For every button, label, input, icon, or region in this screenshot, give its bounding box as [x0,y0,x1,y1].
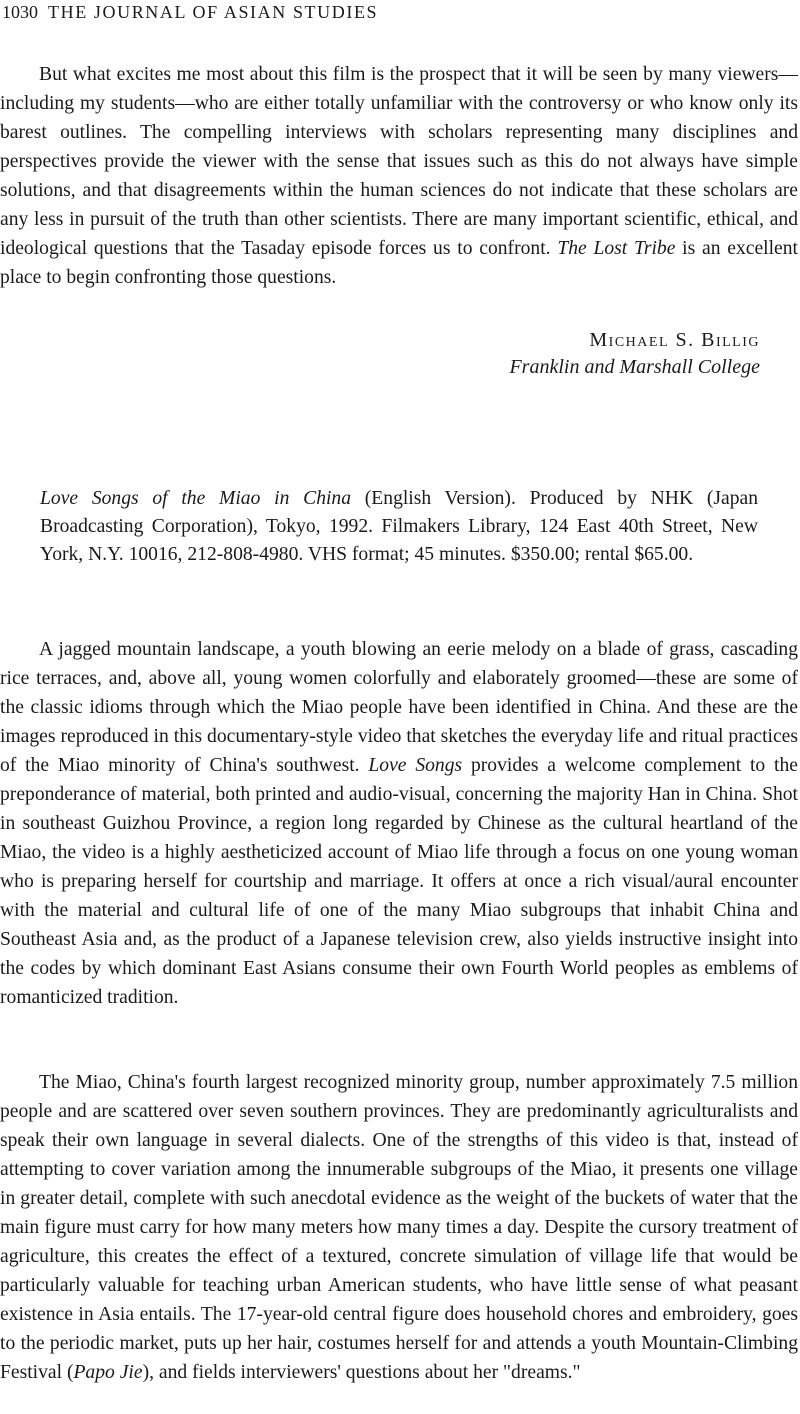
review2-citation [40,485,758,569]
reviewer-affiliation: Franklin and Marshall College [509,356,760,378]
journal-title: THE JOURNAL OF ASIAN STUDIES [48,2,379,22]
review2-paragraph-1 [0,635,798,1012]
review2-p1-italic: Love Songs [368,755,463,776]
review2-p2-part1: The Miao, China's fourth largest recognized minority group, number approximately 7.5 million people and are scattered over seven southern provinces. They are predominantly agriculturalists and speak their own language in several dialects. One of the strengths of this video is that, instead of attempting to cover variation among the innumerable subgroups of the Miao, it presents one village in greater detail, complete with such anecdotal evidence as the weight of the buckets of water that the main figure must carry for how many meters how many times a day. Despite the cursory treatment of agriculture, this creates the effect of a textured, concrete simulation of village life that would be particularly valuable for teaching urban American students, who have little sense of what peasant existence in Asia entails. The 17-year-old central figure does household chores and embroidery, goes to the periodic market, puts up her hair, costumes herself for and attends a youth Mountain-Climbing Festival ( [0,1072,798,1383]
review1-film-title: The Lost Tribe [557,238,676,259]
review2-p2-part2: ), and fields interviewers' questions about her "dreams." [142,1362,581,1383]
review2-citation-details: (English Version). Produced by NHK (Japan Broadcasting Corporation), Tokyo, 1992. Filmakers Library, 124 East 40th Street, New York, N.Y. 10016, 212-808-4980. VHS format; 45 minutes. $350.00; rental $65.00. [40,488,758,565]
review1-paragraph [0,60,798,292]
running-head [2,0,378,24]
review1-text-part2: is an excellent place to begin confronting those questions. [0,238,798,288]
review2-p1-part2: provides a welcome complement to the preponderance of material, both printed and audio-visual, concerning the majority Han in China. Shot in southeast Guizhou Province, a region long regarded by Chinese as the cultural heartland of the Miao, the video is a highly aestheticized account of Miao life through a focus on one young woman who is preparing herself for courtship and marriage. It offers at once a rich visual/aural encounter with the material and cultural life of one of the many Miao subgroups that inhabit China and Southeast Asia and, as the product of a Japanese television crew, also yields instructive insight into the codes by which dominant East Asians consume their own Fourth World peoples as emblems of romanticized tradition. [0,755,798,1008]
review2-paragraph-2 [0,1068,798,1387]
review2-p1-part1: A jagged mountain landscape, a youth blowing an eerie melody on a blade of grass, cascading rice terraces, and, above all, young women colorfully and elaborately groomed—these are some of the classic idioms through which the Miao people have been identified in China. And these are the images reproduced in this documentary-style video that sketches the everyday life and ritual practices of the Miao minority of China's southwest. [0,639,798,776]
reviewer-name: Michael S. Billig [589,329,760,351]
review2-film-title: Love Songs of the Miao in China [40,488,352,509]
review2-p2-italic: Papo Jie [73,1362,143,1383]
page-number: 1030 [2,2,38,22]
review1-text-part1: But what excites me most about this film is the prospect that it will be seen by many viewers—including my students—who are either totally unfamiliar with the controversy or who know only its barest outlines. The compelling interviews with scholars representing many disciplines and perspectives provide the viewer with the sense that issues such as this do not always have simple solutions, and that disagreements within the human sciences do not indicate that these scholars are any less in pursuit of the truth than other scientists. There are many important scientific, ethical, and ideological questions that the Tasaday episode forces us to confront. [0,64,798,259]
